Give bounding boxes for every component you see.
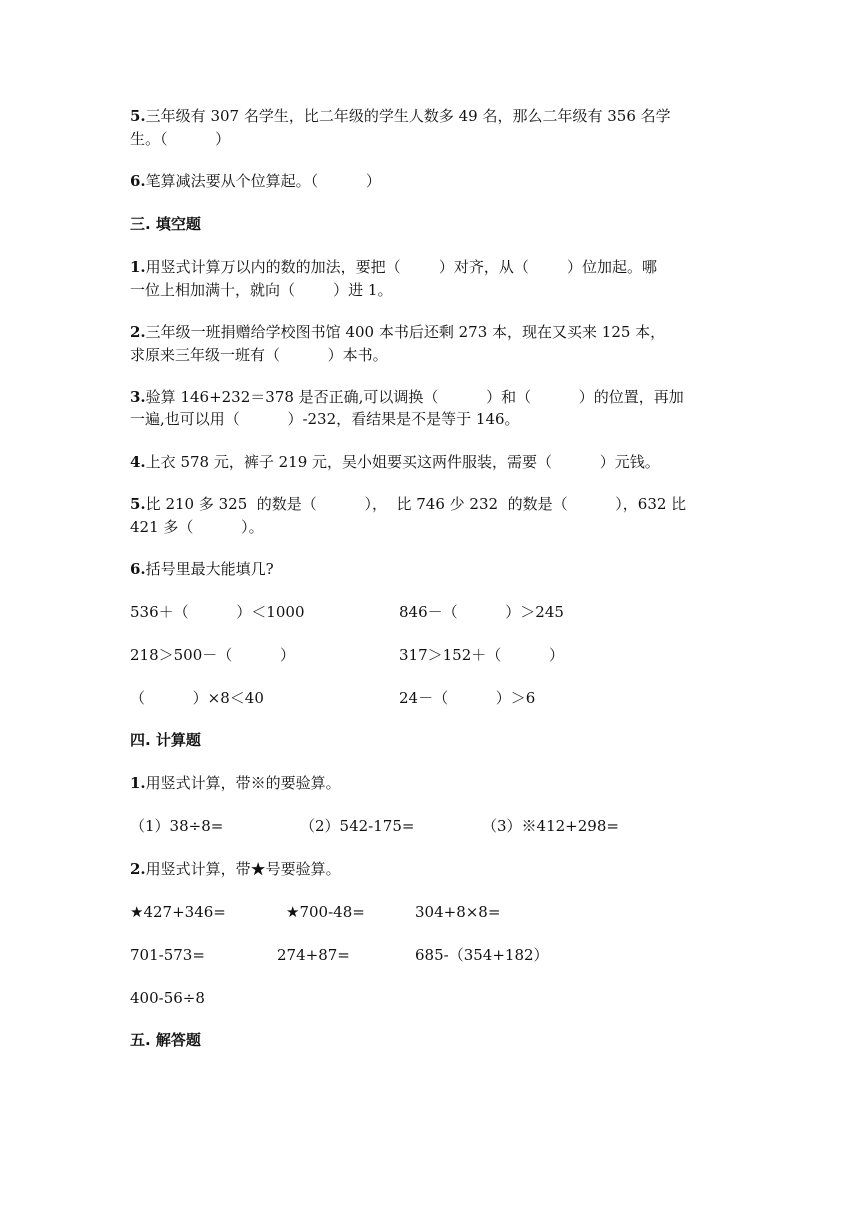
s2-q5-line1: [130, 106, 671, 126]
question-number: 5.: [130, 107, 146, 125]
calc-item: （3）※412+298=: [482, 817, 619, 835]
s4-q2: [130, 859, 341, 879]
s4-q1: [130, 773, 341, 793]
question-text: 括号里最大能填几?: [145, 560, 274, 578]
s3-q5-line2: 421 多（ ）。: [130, 518, 264, 536]
question-number: 1.: [130, 774, 146, 792]
s3-q2-line1: [130, 322, 665, 342]
question-number: 2.: [130, 323, 146, 341]
question-number: 2.: [130, 860, 146, 878]
s3-q2-line2: 求原来三年级一班有（ ）本书。: [130, 346, 388, 364]
question-text: 三年级有 307 名学生，比二年级的学生人数多 49 名，那么二年级有 356 名学: [145, 107, 671, 125]
section-heading-word-problems: 五. 解答题: [130, 1031, 201, 1049]
calc-item: 274+87=: [277, 946, 350, 964]
calc-item: 685-（354+182）: [415, 946, 549, 964]
s3-q3-line2: 一遍,也可以用（ ）-232，看结果是不是等于 146。: [130, 410, 520, 428]
question-number: 1.: [130, 258, 146, 276]
calc-item: ★700-48=: [286, 903, 365, 921]
inequality-right: 846－（ ）＞245: [399, 603, 564, 621]
calc-item: 400-56÷8: [130, 989, 205, 1007]
question-number: 6.: [130, 172, 146, 190]
question-text: 比 210 多 325 的数是（ ）， 比 746 少 232 的数是（ ），632 比: [145, 495, 687, 513]
calc-item: ★427+346=: [130, 903, 226, 921]
calc-item: （1）38÷8=: [130, 817, 224, 835]
inequality-right: 24－（ ）＞6: [399, 689, 536, 707]
question-number: 3.: [130, 388, 146, 406]
s3-q1-line1: [130, 257, 657, 277]
question-number: 5.: [130, 495, 146, 513]
question-text: 笔算减法要从个位算起。（ ）: [145, 172, 381, 190]
question-text: 用竖式计算，带★号要验算。: [145, 860, 341, 878]
calc-item: （2）542-175=: [300, 817, 415, 835]
question-number: 6.: [130, 560, 146, 578]
inequality-left: 536＋（ ）＜1000: [130, 603, 305, 621]
question-text: 用竖式计算，带※的要验算。: [145, 774, 341, 792]
s2-q5-line2: 生。（ ）: [130, 130, 231, 148]
calc-item: 304+8×8=: [415, 903, 501, 921]
section-heading-calculation: 四. 计算题: [130, 731, 201, 749]
s3-q1-line2: 一位上相加满十，就向（ ）进 1。: [130, 281, 393, 299]
question-text: 三年级一班捐赠给学校图书馆 400 本书后还剩 273 本，现在又买来 125 本，: [145, 323, 666, 341]
section-heading-fill-in: 三. 填空题: [130, 215, 201, 233]
inequality-left: （ ）×8＜40: [130, 689, 264, 707]
calc-item: 701-573=: [130, 946, 205, 964]
inequality-right: 317＞152＋（ ）: [399, 646, 564, 664]
s3-q5-line1: [130, 494, 686, 514]
s2-q6: [130, 171, 381, 191]
question-text: 验算 146+232＝378 是否正确,可以调换（ ）和（ ）的位置，再加: [145, 388, 684, 406]
question-text: 用竖式计算万以内的数的加法，要把（ ）对齐，从（ ）位加起。哪: [145, 258, 657, 276]
inequality-left: 218＞500－（ ）: [130, 646, 295, 664]
s3-q6: [130, 559, 274, 579]
s3-q4: [130, 452, 660, 472]
question-number: 4.: [130, 453, 146, 471]
question-text: 上衣 578 元，裤子 219 元，吴小姐要买这两件服装，需要（ ）元钱。: [145, 453, 660, 471]
s3-q3-line1: [130, 387, 684, 407]
